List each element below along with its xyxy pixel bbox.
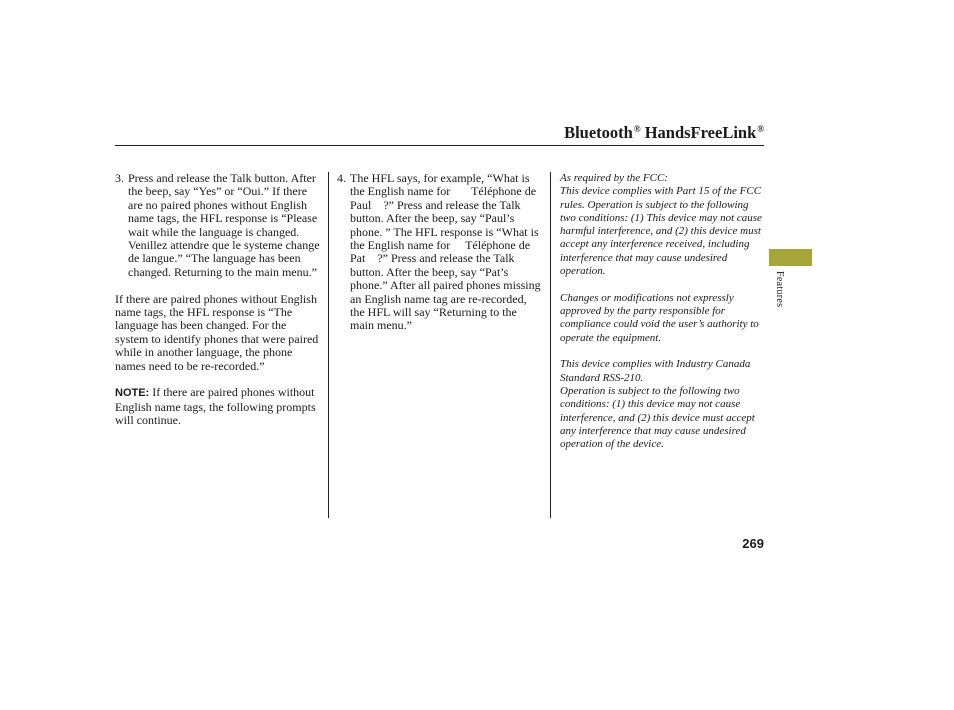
- item-number: 3.: [115, 171, 124, 185]
- page-title: [552, 119, 764, 143]
- list-item-3: [115, 172, 321, 279]
- registered-mark: ®: [757, 124, 764, 134]
- column-2: [337, 172, 543, 333]
- column-3: [560, 172, 766, 451]
- header-rule: [115, 145, 764, 146]
- note-label: NOTE:: [115, 387, 150, 400]
- page-number: 269: [742, 536, 764, 551]
- item-text: Press and release the Talk button. After the beep, say “Yes” or “Oui.” If there are no paired phones without English name tags, the HFL response is “Please wait while the language is changed. Venillez attendre que le systeme change de langue.” “The language has been changed. Returning to the main menu.”: [128, 171, 320, 279]
- list-item-4: [337, 172, 543, 333]
- column-1: [115, 172, 321, 428]
- fcc-statement: This device complies with Part 15 of the FCC rules. Operation is subject to the following two conditions: (1) This device may not cause harmful interference, and (2) this device must accept any interference received, including interference that may cause undesired operation.: [560, 185, 762, 278]
- paragraph: If there are paired phones without English name tags, the HFL response is “The language has been changed. For the system to identify phones that were paired while in another language, the phone names need to be re-recorded.”: [115, 291, 319, 373]
- column-divider: [550, 172, 551, 518]
- item-text: The HFL says, for example, “What is the English name for Téléphone de Paul ?” Press and release the Talk button. After the beep, say “Paul’s phone. ” The HFL response is “What is the English name for Téléphone de Pat ?” Press and release the Talk button. After the beep, say “Pat’s phone.” After all paired phones missing an English name tag are re-recorded, the HFL will say “Returning to the main menu.”: [350, 171, 544, 333]
- column-divider: [328, 172, 329, 518]
- section-tab: [769, 249, 812, 266]
- note-text: If there are paired phones without English name tags, the following prompts will continue.: [115, 385, 316, 428]
- note-paragraph: [115, 386, 321, 427]
- registered-mark: ®: [633, 124, 641, 134]
- modification-warning: Changes or modifications not expressly approved by the party responsible for compliance could void the user’s authority to operate the equipment.: [560, 291, 759, 344]
- industry-canada-statement: This device complies with Industry Canada Standard RSS-210.: [560, 358, 751, 384]
- title-handsfreelink: HandsFreeLink: [640, 123, 757, 142]
- title-bluetooth: Bluetooth: [564, 123, 633, 142]
- item-number: 4.: [337, 171, 346, 185]
- fcc-heading: As required by the FCC:: [560, 172, 668, 184]
- section-label: Features: [774, 271, 785, 308]
- industry-canada-conditions: Operation is subject to the following two conditions: (1) this device may not cause interference, and (2) this device must accept any interference that may cause undesired operation of the device.: [560, 384, 755, 451]
